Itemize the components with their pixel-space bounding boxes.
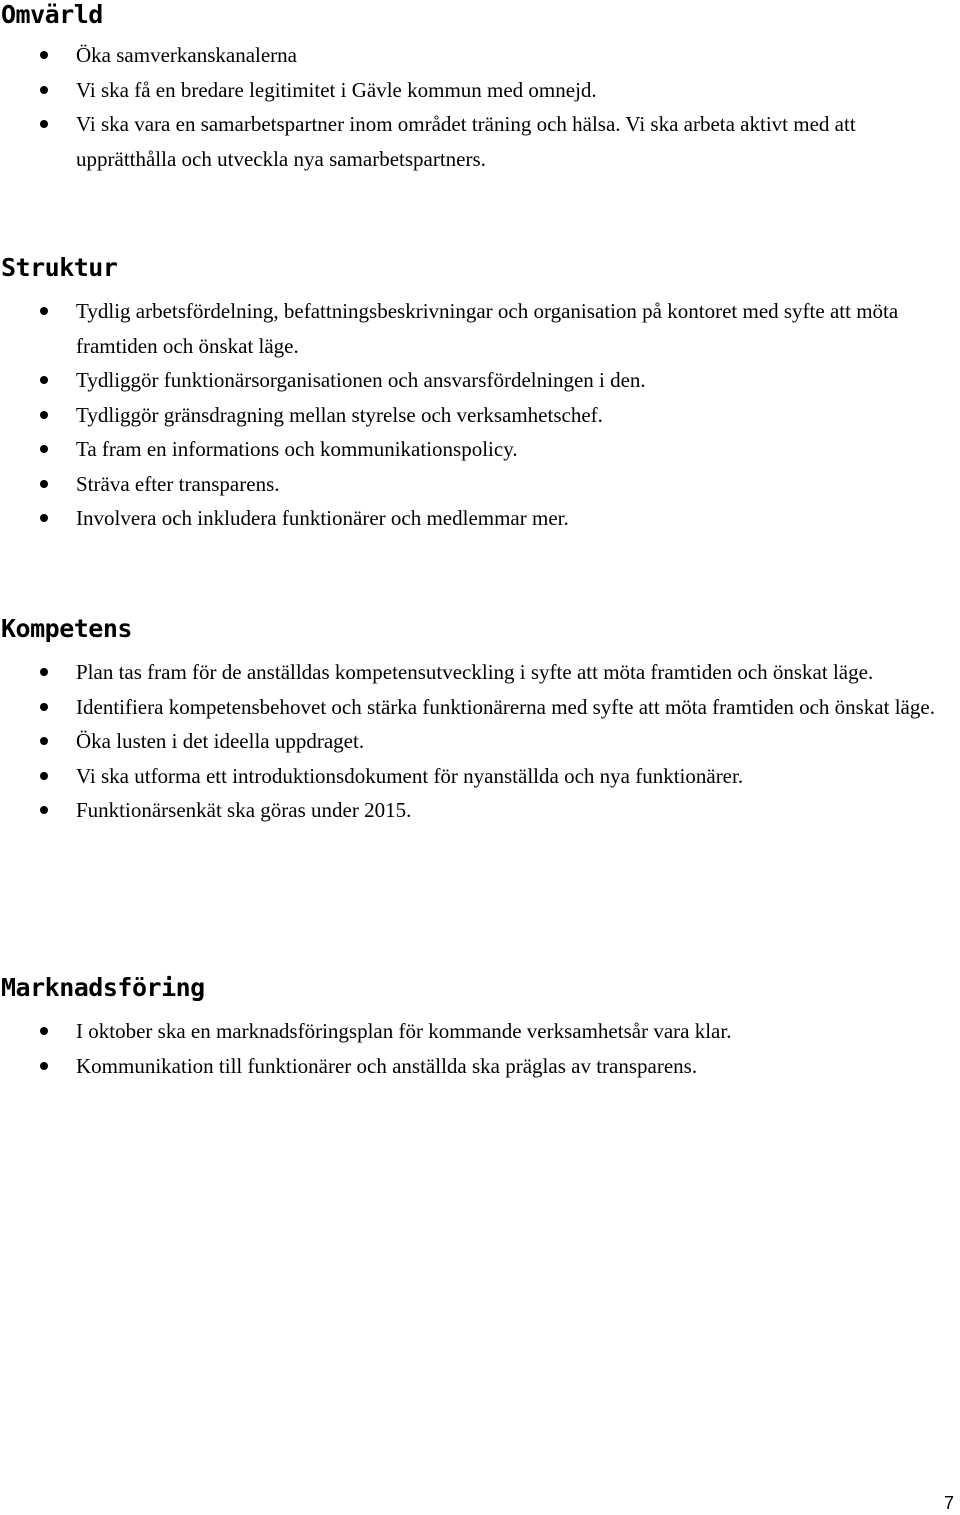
list-item-text: Tydliggör funktionärsorganisationen och ansvarsfördelningen i den. (76, 368, 646, 392)
list-item (0, 1049, 960, 1084)
list-item (0, 793, 960, 828)
bullet-icon (40, 668, 48, 676)
list-item-text: Vi ska utforma ett introduktionsdokument för nyanställda och nya funktionärer. (76, 763, 744, 788)
bullet-icon (40, 514, 48, 522)
list-item (0, 398, 960, 433)
bullet-icon (40, 120, 48, 128)
list-item (0, 501, 960, 536)
list-item-text: I oktober ska en marknadsföringsplan för kommande verksamhetsår vara klar. (76, 1019, 732, 1043)
list-item (0, 1014, 960, 1049)
list-item-text: Identifiera kompetensbehovet och stärka funktionärerna med syfte att möta framtiden och önskat läge. (76, 694, 935, 719)
bullet-icon (40, 737, 48, 745)
bullet-icon (40, 86, 48, 94)
section-struktur (0, 253, 960, 536)
list-item-text: Tydliggör gränsdragning mellan styrelse och verksamhetschef. (76, 402, 603, 427)
bullet-list-struktur (0, 294, 960, 536)
bullet-list-marknadsforing (0, 1014, 960, 1083)
bullet-icon (40, 806, 48, 814)
bullet-icon (40, 772, 48, 780)
list-item-text: Vi ska få en bredare legitimitet i Gävle kommun med omnejd. (76, 77, 597, 102)
section-kompetens (0, 614, 960, 828)
bullet-icon (40, 411, 48, 419)
list-item-text: Funktionärsenkät ska göras under 2015. (76, 798, 412, 822)
section-marknadsforing (0, 973, 960, 1083)
list-item-text: Öka samverkanskanalerna (76, 43, 297, 67)
bullet-list-omvarld (0, 38, 960, 176)
list-item (0, 38, 960, 73)
list-item (0, 467, 960, 502)
list-item-text: Involvera och inkludera funktionärer och medlemmar mer. (76, 506, 569, 530)
list-item-text: Plan tas fram för de anställdas kompetensutveckling i syfte att möta framtiden och önskat läge. (76, 660, 874, 684)
page-number: 7 (943, 1493, 954, 1513)
list-item (0, 759, 960, 794)
list-item (0, 432, 960, 467)
list-item-text: Öka lusten i det ideella uppdraget. (76, 729, 365, 753)
list-item-text: Sträva efter transparens. (76, 471, 280, 496)
bullet-icon (40, 480, 48, 488)
section-heading-kompetens: Kompetens (1, 614, 132, 643)
list-item (0, 107, 960, 176)
section-omvarld (0, 0, 960, 176)
list-item-text: Kommunikation till funktionärer och anställda ska präglas av transparens. (76, 1053, 698, 1078)
list-item-text: Tydlig arbetsfördelning, befattningsbeskrivningar och organisation på kontoret med syfte att möta framtiden och önskat läge. (76, 299, 899, 358)
section-heading-struktur: Struktur (1, 253, 118, 282)
list-item (0, 655, 960, 690)
bullet-icon (40, 1062, 48, 1070)
bullet-icon (40, 51, 48, 59)
list-item (0, 73, 960, 108)
list-item-text: Ta fram en informations och kommunikationspolicy. (76, 437, 518, 461)
section-heading-marknadsforing: Marknadsföring (1, 973, 205, 1002)
list-item (0, 363, 960, 398)
list-item (0, 724, 960, 759)
bullet-list-kompetens (0, 655, 960, 828)
bullet-icon (40, 445, 48, 453)
bullet-icon (40, 307, 48, 315)
list-item (0, 690, 960, 725)
bullet-icon (40, 376, 48, 384)
list-item-text: Vi ska vara en samarbetspartner inom området träning och hälsa. Vi ska arbeta aktivt med att upprätthålla och utveckla nya samarbetspartners. (76, 112, 856, 171)
list-item (0, 294, 960, 363)
section-heading-omvarld: Omvärld (1, 0, 103, 29)
bullet-icon (40, 703, 48, 711)
bullet-icon (40, 1027, 48, 1035)
